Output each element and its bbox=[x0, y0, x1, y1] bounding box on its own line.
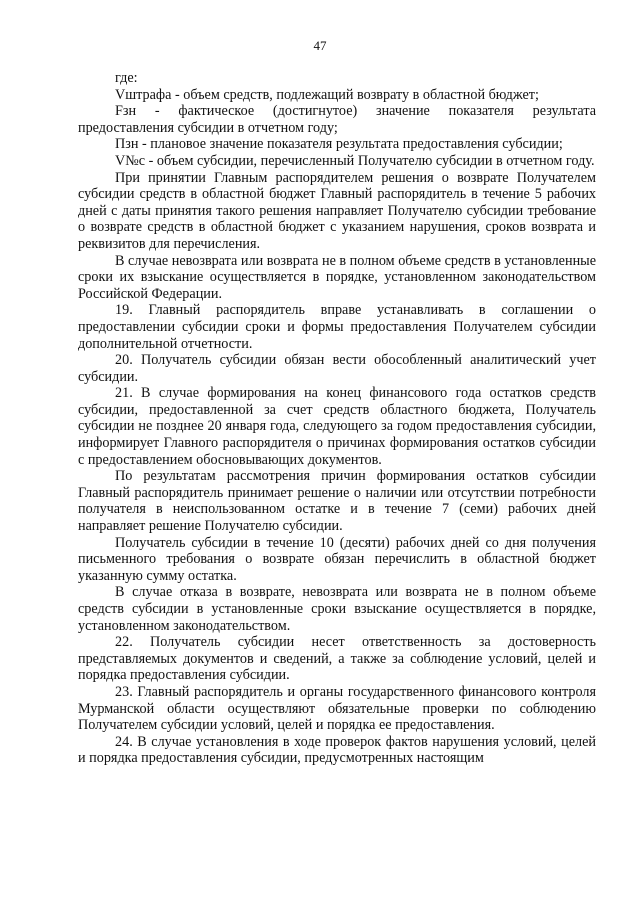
paragraph-remainder-transfer: Получатель субсидии в течение 10 (десяти) рабочих дней со дня получения письменного требования о возврате обязан перечислить в областной бюджет указанную сумму остатка. bbox=[78, 534, 596, 584]
paragraph-recovery: В случае невозврата или возврата не в полном объеме средств в установленные сроки их взыскание осуществляется в порядке, установленном законодательством Российской Федерации. bbox=[78, 252, 596, 302]
paragraph-definition-p: Пзн - плановое значение показателя результата предоставления субсидии; bbox=[115, 136, 563, 153]
paragraph-definition-v-penalty: Vштрафа - объем средств, подлежащий возврату в областной бюджет; bbox=[115, 86, 539, 103]
paragraph-clause-24: 24. В случае установления в ходе проверок фактов нарушения условий, целей и порядка предоставления субсидии, предусмотренных настоящим bbox=[78, 733, 596, 767]
paragraph-refusal: В случае отказа в возврате, невозврата или возврата не в полном объеме средств субсидии в установленные сроки взыскание осуществляется в порядке, установленном законодательством. bbox=[78, 584, 596, 634]
paragraph-clause-21: 21. В случае формирования на конец финансового года остатков средств субсидии, предоставленной за счет средств областного бюджета, Получатель субсидии не позднее 20 января года, следующего за годом предоставления субсидии, информирует Главного распорядителя о причинах формирования остатков субсидии с предоставлением обосновывающих документов. bbox=[78, 385, 596, 468]
page-number: 47 bbox=[313, 38, 327, 53]
paragraph-clause-23: 23. Главный распорядитель и органы государственного финансового контроля Мурманской области осуществляют обязательные проверки по соблюдению Получателем субсидии условий, целей и порядка ее предоставления. bbox=[78, 683, 596, 734]
paragraph-clause-20: 20. Получатель субсидии обязан вести обособленный аналитический учет субсидии. bbox=[78, 352, 596, 385]
paragraph-where: где: bbox=[115, 70, 138, 86]
paragraph-definition-f: Fзн - фактическое (достигнутое) значение показателя результата предоставления субсидии в отчетном году; bbox=[78, 103, 596, 136]
paragraph-return-decision: При принятии Главным распорядителем решения о возврате Получателем субсидии средств в областной бюджет Главный распорядитель в течение 5 рабочих дней с даты принятия такого решения направляет Получателю субсидии требование о возврате средств в областной бюджет с указанием нарушения, сроков возврата и реквизитов для перечисления. bbox=[78, 169, 596, 252]
paragraph-clause-22: 22. Получатель субсидии несет ответственность за достоверность представляемых документов и сведений, а также за соблюдение условий, целей и порядка предоставления субсидии. bbox=[78, 634, 596, 684]
paragraph-clause-19: 19. Главный распорядитель вправе устанавливать в соглашении о предоставлении субсидии сроки и формы предоставления Получателем субсидии дополнительной отчетности. bbox=[78, 302, 596, 352]
paragraph-definition-v-subsidy: V№с - объем субсидии, перечисленный Получателю субсидии в отчетном году. bbox=[115, 152, 595, 169]
document-body bbox=[78, 70, 596, 767]
paragraph-remainder-decision: По результатам рассмотрения причин формирования остатков субсидии Главный распорядитель принимает решение о наличии или отсутствии потребности получателя в неиспользованном остатке и в течение 7 (семи) рабочих дней направляет решение Получателю субсидии. bbox=[78, 468, 596, 535]
